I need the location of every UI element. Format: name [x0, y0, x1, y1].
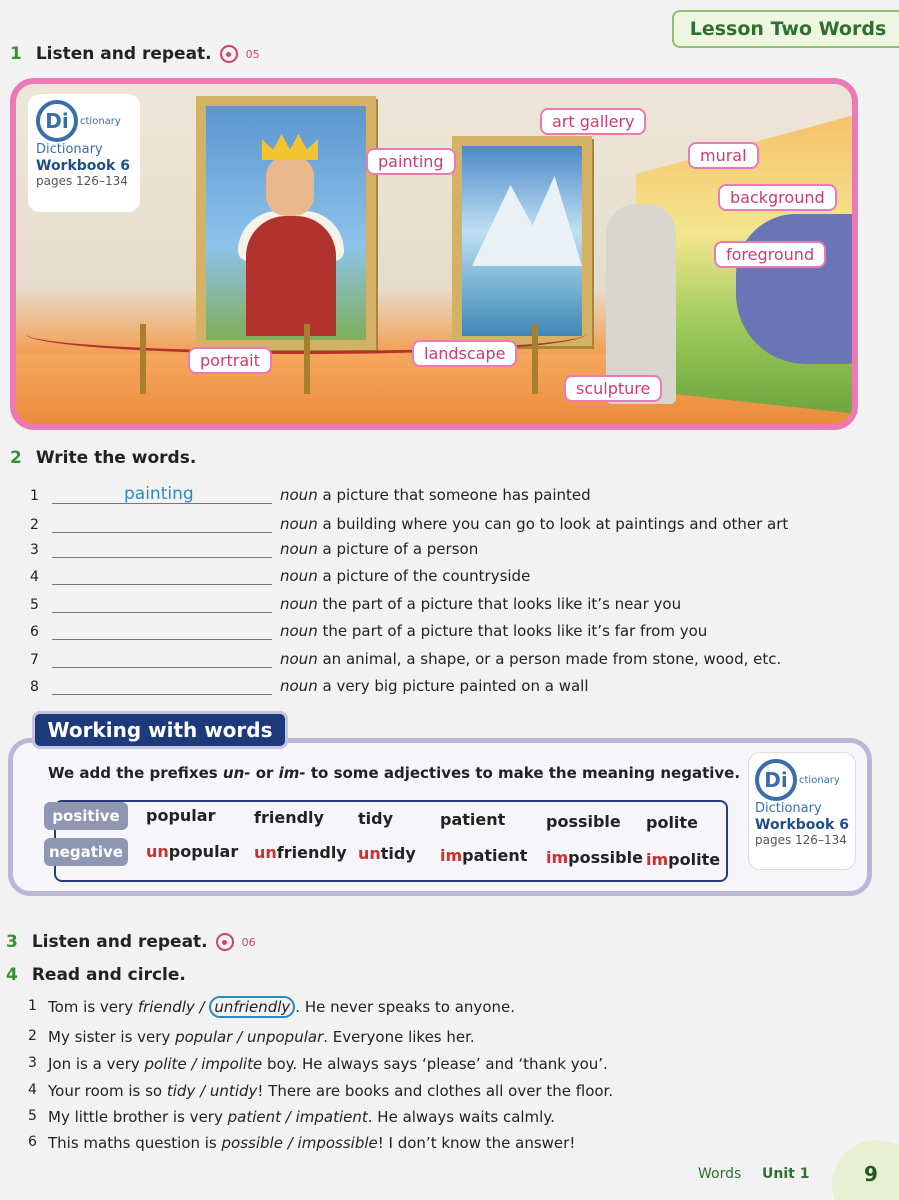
rhino-mural-figure [736, 214, 858, 364]
exercise-instruction: Listen and repeat. [31, 932, 208, 952]
label-background: background [718, 184, 837, 211]
list-item: 6 noun the part of a picture that looks like it’s far from you [30, 622, 708, 640]
negative-word: unfriendly [254, 843, 347, 862]
negative-word: untidy [358, 844, 416, 863]
list-item: 5 My little brother is very patient / impatient. He always waits calmly. [28, 1108, 555, 1126]
page-number: 9 [864, 1162, 878, 1186]
dictionary-logo-icon: Di [36, 100, 78, 142]
positive-word: patient [440, 810, 506, 829]
option-1[interactable]: friendly [137, 998, 195, 1016]
workbook-label: Workbook 6 [36, 158, 130, 174]
option-2-circled[interactable]: unfriendly [209, 996, 295, 1018]
exercise-1-title [10, 44, 260, 64]
barrier-post [532, 324, 538, 394]
exercise-number: 1 [10, 44, 22, 64]
dictionary-label: Dictionary [755, 801, 822, 816]
option-1[interactable]: polite [144, 1055, 187, 1073]
negative-label: negative [44, 838, 128, 866]
label-art-gallery: art gallery [540, 108, 646, 135]
dictionary-pages: pages 126–134 [755, 833, 847, 847]
dictionary-card [28, 94, 140, 212]
audio-cd-icon[interactable] [216, 933, 234, 951]
barrier-post [304, 324, 310, 394]
label-sculpture: sculpture [564, 375, 662, 402]
exercise-number: 3 [6, 932, 18, 952]
negative-word: impolite [646, 850, 721, 869]
working-with-words-title: Working with words [32, 711, 288, 749]
option-2[interactable]: impolite [201, 1055, 263, 1073]
mountain-icon [472, 176, 582, 266]
audio-track-number: 05 [245, 47, 260, 61]
label-mural: mural [688, 142, 759, 169]
label-landscape: landscape [412, 340, 517, 367]
option-2[interactable]: impossible [297, 1134, 378, 1152]
portrait-painting [196, 96, 376, 350]
barrier-post [140, 324, 146, 394]
negative-word: unpopular [146, 842, 239, 861]
exercise-instruction: Read and circle. [31, 965, 186, 985]
positive-word: polite [646, 813, 698, 832]
answer-blank[interactable] [52, 593, 272, 613]
list-item: 2 noun a building where you can go to look at paintings and other art [30, 515, 789, 533]
exercise-2-title [10, 448, 196, 468]
label-portrait: portrait [188, 347, 272, 374]
answer-blank[interactable] [52, 513, 272, 533]
audio-cd-icon[interactable] [220, 45, 238, 63]
list-item: 3 noun a picture of a person [30, 540, 479, 558]
dictionary-logo-text: ctionary [799, 774, 840, 786]
dictionary-card [748, 752, 856, 870]
exercise-number: 2 [10, 448, 22, 468]
exercise-number: 4 [6, 965, 18, 985]
list-item: 4 Your room is so tidy / untidy! There are books and clothes all over the floor. [28, 1082, 614, 1100]
exercise-instruction: Write the words. [35, 448, 197, 468]
answer-blank[interactable] [52, 620, 272, 640]
working-with-words-intro: We add the prefixes un- or im- to some adjectives to make the meaning negative. [48, 764, 741, 782]
lesson-tab: Lesson Two Words [672, 10, 899, 48]
option-1[interactable]: patient [227, 1108, 281, 1126]
dictionary-logo-icon: Di [755, 759, 797, 801]
crown-icon [262, 134, 318, 160]
list-item: 1 Tom is very friendly / unfriendly . He never speaks to anyone. [28, 998, 515, 1016]
answer-blank[interactable] [52, 675, 272, 695]
label-foreground: foreground [714, 241, 826, 268]
dictionary-label: Dictionary [36, 142, 103, 157]
list-item: 1 painting noun a picture that someone has painted [30, 484, 591, 504]
list-item: 3 Jon is a very polite / impolite boy. He always says ‘please’ and ‘thank you’. [28, 1055, 608, 1073]
list-item: 5 noun the part of a picture that looks like it’s near you [30, 595, 682, 613]
king-head [266, 156, 314, 216]
answer-blank[interactable] [52, 565, 272, 585]
list-item: 7 noun an animal, a shape, or a person made from stone, wood, etc. [30, 650, 782, 668]
option-2[interactable]: unpopular [246, 1028, 324, 1046]
list-item: 2 My sister is very popular / unpopular. Everyone likes her. [28, 1028, 475, 1046]
option-2[interactable]: untidy [209, 1082, 258, 1100]
exercise-4-title [6, 965, 186, 985]
option-1[interactable]: possible [221, 1134, 283, 1152]
answer-blank[interactable] [52, 538, 272, 558]
label-painting: painting [366, 148, 456, 175]
positive-label: positive [44, 802, 128, 830]
list-item: 4 noun a picture of the countryside [30, 567, 531, 585]
audio-track-number: 06 [241, 935, 256, 949]
positive-word: popular [146, 806, 216, 825]
positive-word: possible [546, 812, 621, 831]
answer-blank[interactable]: painting [52, 484, 272, 504]
option-1[interactable]: popular [175, 1028, 233, 1046]
answer-blank[interactable] [52, 648, 272, 668]
exercise-instruction: Listen and repeat. [35, 44, 212, 64]
exercise-3-title [6, 932, 256, 952]
sculpture-figure [606, 204, 676, 404]
footer-unit: Unit 1 [762, 1166, 810, 1182]
option-1[interactable]: tidy [166, 1082, 196, 1100]
negative-word: impatient [440, 846, 528, 865]
option-2[interactable]: impatient [295, 1108, 368, 1126]
dictionary-logo-text: ctionary [80, 115, 121, 127]
positive-word: tidy [358, 809, 394, 828]
footer-section: Words [698, 1166, 742, 1182]
positive-word: friendly [254, 808, 324, 827]
negative-word: impossible [546, 848, 643, 867]
list-item: 6 This maths question is possible / impossible! I don’t know the answer! [28, 1134, 576, 1152]
list-item: 8 noun a very big picture painted on a wall [30, 677, 589, 695]
dictionary-pages: pages 126–134 [36, 174, 128, 188]
workbook-label: Workbook 6 [755, 817, 849, 833]
